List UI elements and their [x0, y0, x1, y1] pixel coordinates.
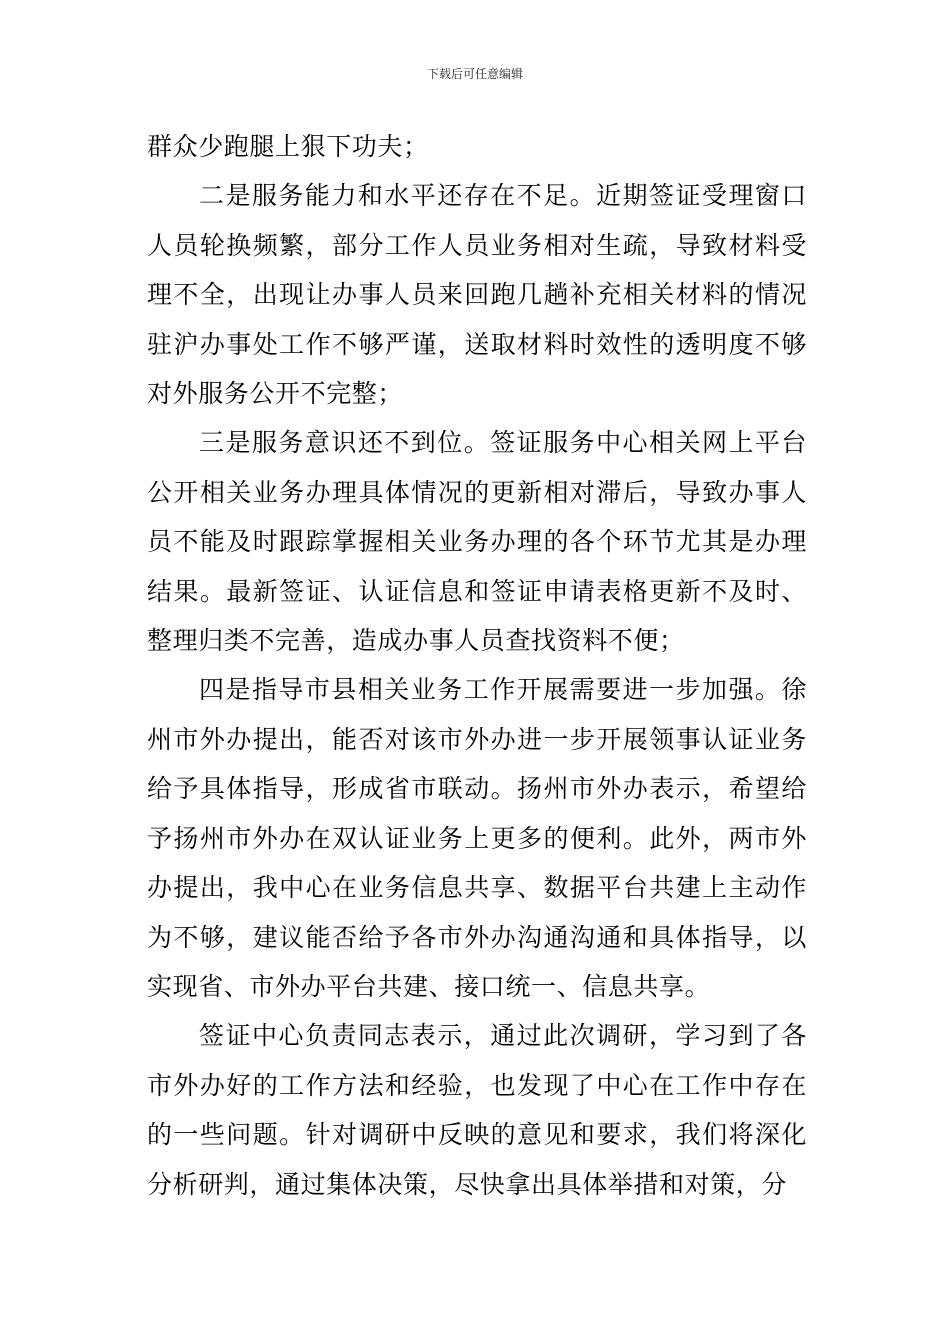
paragraph-service-awareness: 三是服务意识还不到位。签证服务中心相关网上平台公开相关业务办理具体情况的更新相对滞后，导致办事人员不能及时跟踪掌握相关业务办理的各个环节尤其是办理结果。最新签证、认证信息和签证申请表格更新不及时、整理归类不完善，造成办事人员查找资料不便；	[147, 428, 807, 656]
page-header-note: 下载后可任意编辑	[426, 67, 523, 81]
document-body	[147, 122, 807, 1209]
paragraph-visa-center-response: 签证中心负责同志表示，通过此次调研，学习到了各市外办好的工作方法和经验，也发现了中心在工作中存在的一些问题。针对调研中反映的意见和要求，我们将深化分析研判，通过集体决策，尽快拿出具体举措和对策，分	[147, 1021, 807, 1199]
paragraph-continuation: 群众少跑腿上狠下功夫；	[147, 132, 429, 161]
paragraph-guidance: 四是指导市县相关业务工作开展需要进一步加强。徐州市外办提出，能否对该市外办进一步开展领事认证业务给予具体指导，形成省市联动。扬州市外办表示，希望给予扬州市外办在双认证业务上更多的便利。此外，两市外办提出，我中心在业务信息共享、数据平台共建上主动作为不够，建议能否给予各市外办沟通沟通和具体指导，以实现省、市外办平台共建、接口统一、信息共享。	[147, 675, 807, 1001]
paragraph-service-capability: 二是服务能力和水平还存在不足。近期签证受理窗口人员轮换频繁，部分工作人员业务相对生疏，导致材料受理不全，出现让办事人员来回跑几趟补充相关材料的情况驻沪办事处工作不够严谨，送取材料时效性的透明度不够对外服务公开不完整；	[147, 181, 807, 409]
